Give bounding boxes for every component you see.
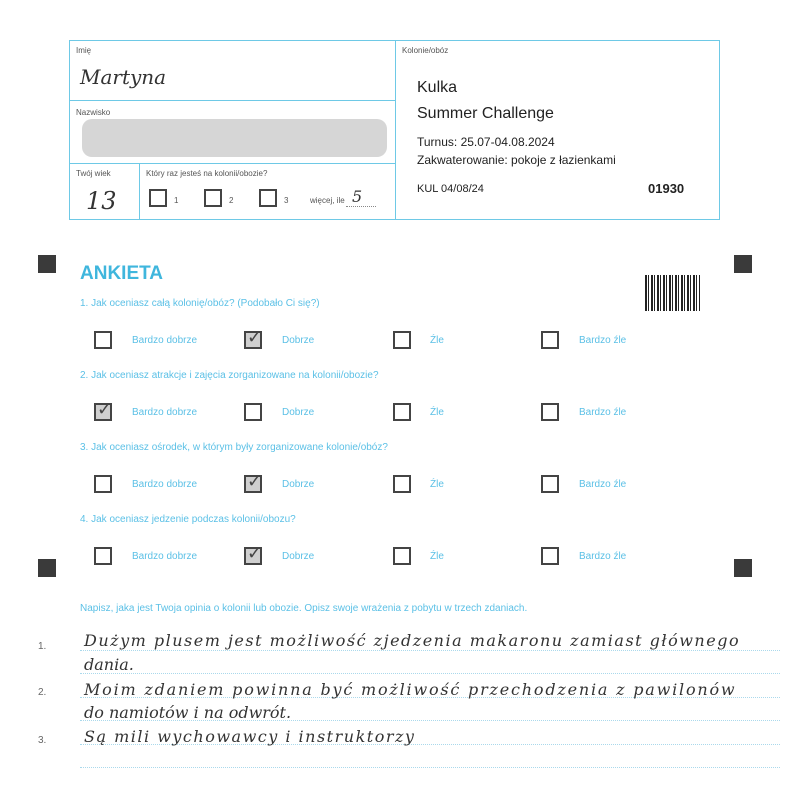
question-2-option-1-label: Bardzo dobrze — [132, 407, 198, 418]
registration-marker — [734, 255, 752, 273]
opinion-line — [80, 650, 780, 651]
opinion-line — [80, 673, 780, 674]
wiek-value[interactable]: 13 — [86, 187, 117, 215]
question-4-option-1-label: Bardzo dobrze — [132, 551, 198, 562]
question-1-option-1-checkbox[interactable] — [94, 331, 112, 349]
row-divider — [70, 100, 395, 101]
wiek-label: Twój wiek — [76, 169, 111, 178]
question-4-option-1-checkbox[interactable] — [94, 547, 112, 565]
opinion-prompt: Napisz, jaka jest Twoja opinia o kolonii lub obozie. Opisz swoje wrażenia z pobytu w trzech zdaniach. — [80, 603, 528, 614]
visit-option-1-label: 1 — [174, 196, 179, 205]
wiecej-value[interactable]: 5 — [352, 187, 363, 206]
form-number: 01930 — [648, 181, 685, 196]
question-3-option-4-checkbox[interactable] — [541, 475, 559, 493]
kolonia-name: Kulka — [417, 79, 458, 96]
imie-label: Imię — [76, 46, 92, 55]
visit-option-2-label: 2 — [229, 196, 234, 205]
kolonia-program: Summer Challenge — [417, 105, 554, 122]
code: KUL 04/08/24 — [417, 183, 484, 195]
ktory-raz-label: Który raz jesteś na kolonii/obozie? — [146, 169, 268, 178]
zakwaterowanie: Zakwaterowanie: pokoje z łazienkami — [417, 153, 616, 167]
question-3-option-4-label: Bardzo źle — [579, 479, 627, 490]
visit-option-1-checkbox[interactable] — [149, 189, 167, 207]
question-2-option-3-checkbox[interactable] — [393, 403, 411, 421]
question-2-option-4-checkbox[interactable] — [541, 403, 559, 421]
question-1-option-4-label: Bardzo źle — [579, 335, 627, 346]
question-3-option-3-label: Źle — [430, 479, 444, 490]
opinion-line — [80, 767, 780, 768]
opinion-number-1: 1. — [38, 641, 47, 652]
imie-value[interactable]: Martyna — [80, 65, 167, 89]
question-3-option-1-checkbox[interactable] — [94, 475, 112, 493]
nazwisko-label: Nazwisko — [76, 108, 111, 117]
question-4-text: 4. Jak oceniasz jedzenie podczas kolonii/obozu? — [80, 514, 296, 525]
opinion-text-3[interactable]: Są mili wychowawcy i instruktorzy — [84, 727, 416, 746]
question-2-option-3-label: Źle — [430, 407, 444, 418]
barcode — [645, 275, 700, 311]
registration-marker — [38, 559, 56, 577]
header-divider — [395, 41, 396, 219]
question-1-option-4-checkbox[interactable] — [541, 331, 559, 349]
visit-option-2-checkbox[interactable] — [204, 189, 222, 207]
wiecej-label: więcej, ile — [310, 196, 345, 205]
question-2-option-1-checkbox[interactable] — [94, 403, 112, 421]
opinion-number-3: 3. — [38, 735, 47, 746]
turnus: Turnus: 25.07-04.08.2024 — [417, 135, 555, 149]
question-2-option-2-checkbox[interactable] — [244, 403, 262, 421]
question-2-text: 2. Jak oceniasz atrakcje i zajęcia zorganizowane na kolonii/obozie? — [80, 370, 379, 381]
visit-option-3-checkbox[interactable] — [259, 189, 277, 207]
opinion-text-1a[interactable]: Dużym plusem jest możliwość zjedzenia makaronu zamiast głównego — [84, 631, 741, 650]
question-2-option-2-label: Dobrze — [282, 407, 315, 418]
question-3-option-2-checkbox[interactable] — [244, 475, 262, 493]
question-3-option-3-checkbox[interactable] — [393, 475, 411, 493]
registration-marker — [38, 255, 56, 273]
age-divider — [139, 163, 140, 219]
registration-marker — [734, 559, 752, 577]
question-3-text: 3. Jak oceniasz ośrodek, w którym były zorganizowane kolonie/obóz? — [80, 442, 388, 453]
opinion-text-2a[interactable]: Moim zdaniem powinna być możliwość przechodzenia z pawilonów — [84, 680, 737, 699]
header-form — [69, 40, 720, 220]
question-4-option-3-checkbox[interactable] — [393, 547, 411, 565]
visit-option-3-label: 3 — [284, 196, 289, 205]
kolonia-label: Kolonie/obóz — [402, 46, 449, 55]
nazwisko-redacted[interactable] — [82, 119, 387, 157]
opinion-text-2b[interactable]: do namiotów i na odwrót. — [84, 703, 292, 722]
question-1-option-3-checkbox[interactable] — [393, 331, 411, 349]
question-1-option-1-label: Bardzo dobrze — [132, 335, 198, 346]
opinion-number-2: 2. — [38, 687, 47, 698]
question-4-option-2-checkbox[interactable] — [244, 547, 262, 565]
question-2-option-4-label: Bardzo źle — [579, 407, 627, 418]
question-4-option-2-label: Dobrze — [282, 551, 315, 562]
question-1-option-2-label: Dobrze — [282, 335, 315, 346]
question-4-option-4-label: Bardzo źle — [579, 551, 627, 562]
question-3-option-2-label: Dobrze — [282, 479, 315, 490]
question-4-option-4-checkbox[interactable] — [541, 547, 559, 565]
question-1-text: 1. Jak oceniasz całą kolonię/obóz? (Podobało Ci się?) — [80, 298, 320, 309]
question-4-option-3-label: Źle — [430, 551, 444, 562]
opinion-text-1b[interactable]: dania. — [84, 655, 134, 674]
survey-title: ANKIETA — [80, 263, 164, 284]
row-divider — [70, 163, 395, 164]
question-1-option-2-checkbox[interactable] — [244, 331, 262, 349]
wiecej-line — [346, 206, 376, 207]
question-1-option-3-label: Źle — [430, 335, 444, 346]
question-3-option-1-label: Bardzo dobrze — [132, 479, 198, 490]
